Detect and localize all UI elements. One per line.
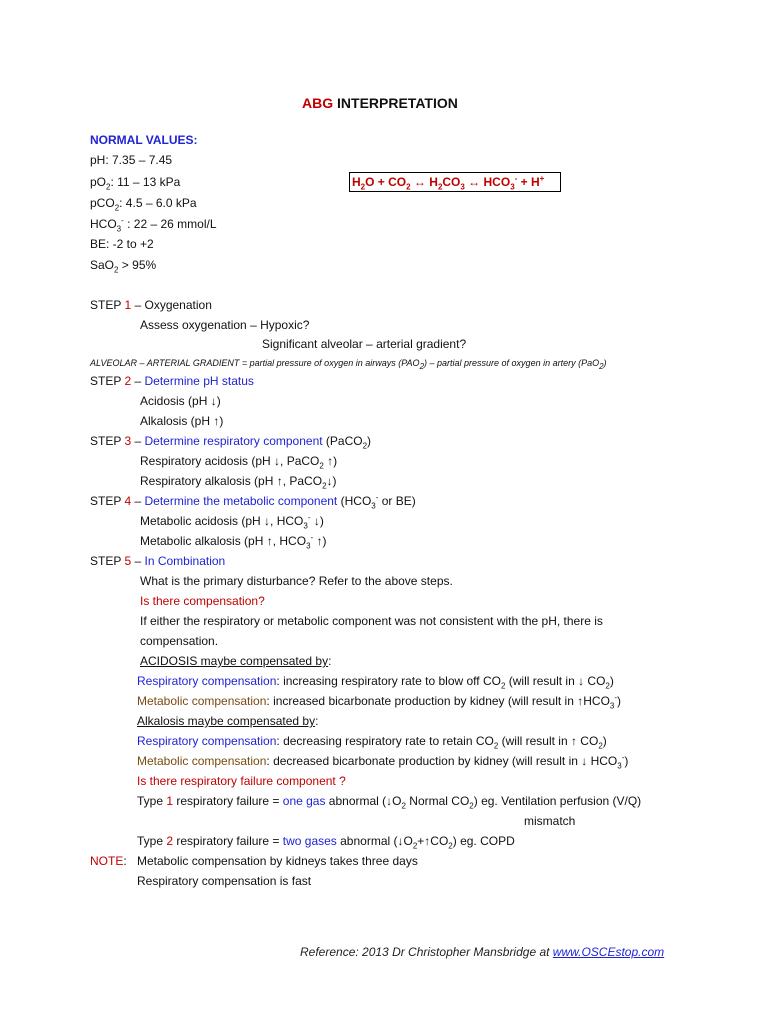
title-abg: ABG	[302, 95, 334, 111]
acidosis-heading: ACIDOSIS maybe compensated by:	[140, 654, 332, 668]
normal-po2: $pO_2$: 11 – 13 kPa	[90, 175, 181, 192]
step5-primary-question: What is the primary disturbance? Refer to the above steps.	[140, 574, 453, 588]
type1-resp-failure: Type 1 respiratory failure = one gas abnormal ($↓O_2$ Normal $CO_2$) eg. Ventilation perfusion (V/Q)	[137, 794, 642, 811]
step5-heading: STEP 5 – In Combination	[90, 554, 226, 568]
alkalosis-met-comp: Metabolic compensation: decreased bicarbonate production by kidney (will result in ↓ $HCO_3^-$)	[137, 753, 629, 771]
step1-line1: Assess oxygenation – Hypoxic?	[140, 318, 310, 332]
note-line1: Metabolic compensation by kidneys takes three days	[137, 854, 418, 868]
normal-values-heading: NORMAL VALUES:	[90, 133, 198, 147]
normal-ph: pH: 7.35 – 7.45	[90, 153, 173, 167]
reference-link[interactable]: www.OSCEstop.com	[552, 945, 665, 959]
step4-heading: STEP 4 – Determine the metabolic component ($HCO_3^-$ or BE)	[90, 493, 416, 511]
alkalosis-resp-comp: Respiratory compensation: decreasing respiratory rate to retain $CO_2$ (will result in ↑ $CO_2$)	[137, 734, 607, 751]
type2-resp-failure: Type 2 respiratory failure = two gases abnormal $(↓O_2+↑CO_2)$ eg. COPD	[137, 834, 515, 851]
step3-resp-alkalosis: Respiratory alkalosis (pH ↑, PaCO$_2$↓)	[140, 474, 337, 491]
normal-pco2: pCO$_2$: 4.5 – 6.0 kPa	[90, 196, 197, 213]
title-rest: INTERPRETATION	[337, 95, 458, 111]
note-line2: Respiratory compensation is fast	[137, 874, 312, 888]
type1-resp-failure-wrap: mismatch	[524, 814, 576, 828]
alkalosis-heading: Alkalosis maybe compensated by:	[137, 714, 319, 728]
normal-hco3: $HCO_3^-$ : 22 – 26 mmol/L	[90, 216, 217, 234]
equation-box: $H_2O + CO_2$ ↔ $H_2CO_3$ ↔ $HCO_3^- + H^+$	[349, 172, 561, 192]
page-title	[302, 95, 458, 111]
resp-failure-question: Is there respiratory failure component ?	[137, 774, 346, 788]
step3-resp-acidosis: Respiratory acidosis (pH ↓, PaCO$_2$ ↑)	[140, 454, 338, 471]
step1-heading: STEP 1 – Oxygenation	[90, 298, 212, 312]
normal-be: BE: -2 to +2	[90, 237, 154, 251]
reference: Reference: 2013 Dr Christopher Mansbridge at www.OSCEstop.com	[300, 945, 665, 959]
step5-paragraph-line2: compensation.	[140, 634, 219, 648]
step1-line2: Significant alveolar – arterial gradient?	[262, 337, 467, 351]
step5-compensation-question: Is there compensation?	[140, 594, 265, 608]
step2-acidosis: Acidosis (pH ↓)	[140, 394, 221, 408]
step3-heading: STEP 3 – Determine respiratory component (PaCO$_2$)	[90, 434, 372, 451]
acidosis-met-comp: Metabolic compensation: increased bicarbonate production by kidney (will result in $↑HCO_3^-$)	[137, 693, 622, 711]
alveolar-gradient-note: ALVEOLAR – ARTERIAL GRADIENT = partial pressure of oxygen in airways $(PAO_2)$ – partial pressure of oxygen in artery (PaO$_2$)	[90, 358, 607, 371]
normal-sao2: SaO$_2$ > 95%	[90, 258, 157, 275]
step4-met-acidosis: Metabolic acidosis (pH ↓, $HCO_3^-$ ↓)	[140, 513, 324, 531]
note-label: NOTE:	[90, 854, 127, 868]
step4-met-alkalosis: Metabolic alkalosis (pH ↑, $HCO_3^-$ ↑)	[140, 533, 327, 551]
step5-paragraph-line1: If either the respiratory or metabolic component was not consistent with the pH, there is	[140, 614, 603, 628]
step2-alkalosis: Alkalosis (pH ↑)	[140, 414, 224, 428]
acidosis-resp-comp: Respiratory compensation: increasing respiratory rate to blow off $CO_2$ (will result in ↓ $CO_2$)	[137, 674, 614, 691]
step2-heading: STEP 2 – Determine pH status	[90, 374, 254, 388]
